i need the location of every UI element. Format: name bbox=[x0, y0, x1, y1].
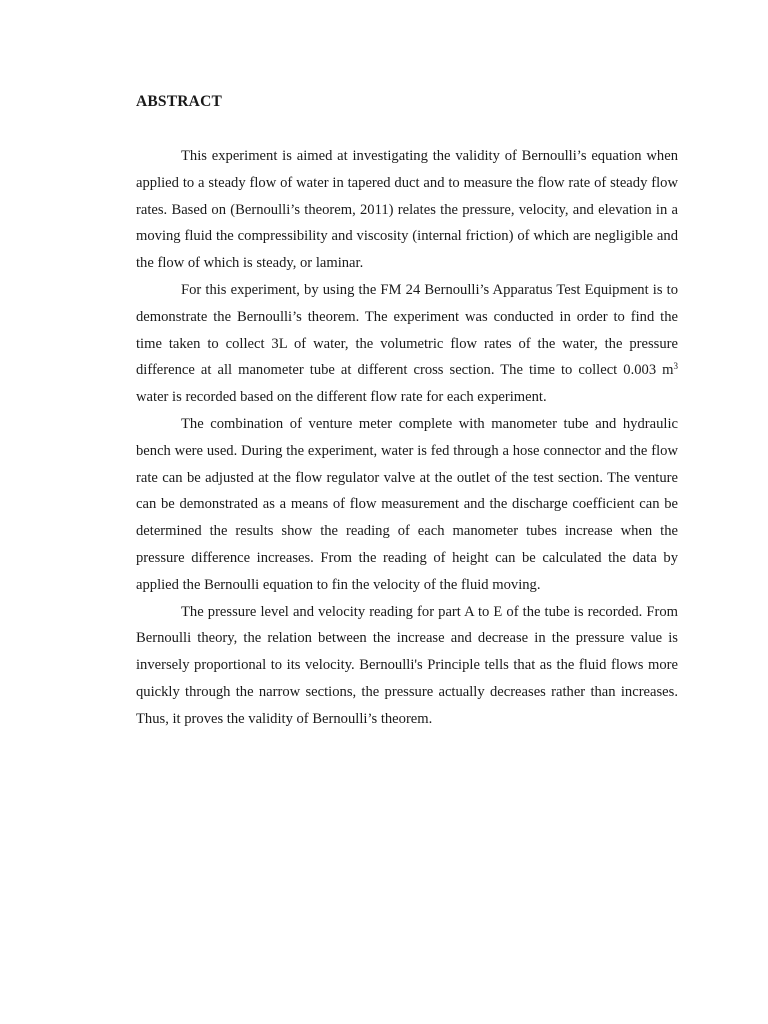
paragraph-3: The combination of venture meter complete with manometer tube and hydraulic bench were used. During the experiment, water is fed through a hose connector and the flow rate can be adjusted at the flow regulator valve at the outlet of the test section. The venture can be demonstrated as a means of flow measurement and the discharge coefficient can be determined the results show the reading of each manometer tubes increase when the pressure difference increases. From the reading of height can be calculated the data by applied the Bernoulli equation to fin the velocity of the fluid moving. bbox=[136, 415, 678, 593]
paragraph-4: The pressure level and velocity reading for part A to E of the tube is recorded. From Bernoulli theory, the relation between the increase and decrease in the pressure value is inversely proportional to its velocity. Bernoulli's Principle tells that as the fluid flows more quickly through the narrow sections, the pressure actually decreases rather than increases. Thus, it proves the validity of Bernoulli’s theorem. bbox=[136, 603, 678, 727]
paragraph-2 bbox=[136, 277, 678, 411]
abstract-heading: ABSTRACT bbox=[136, 93, 223, 110]
paragraph-1: This experiment is aimed at investigating the validity of Bernoulli’s equation when applied to a steady flow of water in tapered duct and to measure the flow rate of steady flow rates. Based on (Bernoulli’s theorem, 2011) relates the pressure, velocity, and elevation in a moving fluid the compressibility and viscosity (internal friction) of which are negligible and the flow of which is steady, or laminar. bbox=[136, 148, 678, 272]
paragraph-2-text-before: For this experiment, by using the FM 24 Bernoulli’s Apparatus Test Equipment is to demonstrate the Bernoulli’s theorem. The experiment was conducted in order to find the time taken to collect 3L of water, the volumetric flow rates of the water, the pressure difference at all manometer tube at different cross section. The time to collect 0.003 m bbox=[136, 281, 678, 379]
paragraph-2-text-after: water is recorded based on the different flow rate for each experiment. bbox=[136, 389, 547, 406]
abstract-body bbox=[136, 143, 678, 733]
cubic-superscript: 3 bbox=[673, 361, 678, 372]
